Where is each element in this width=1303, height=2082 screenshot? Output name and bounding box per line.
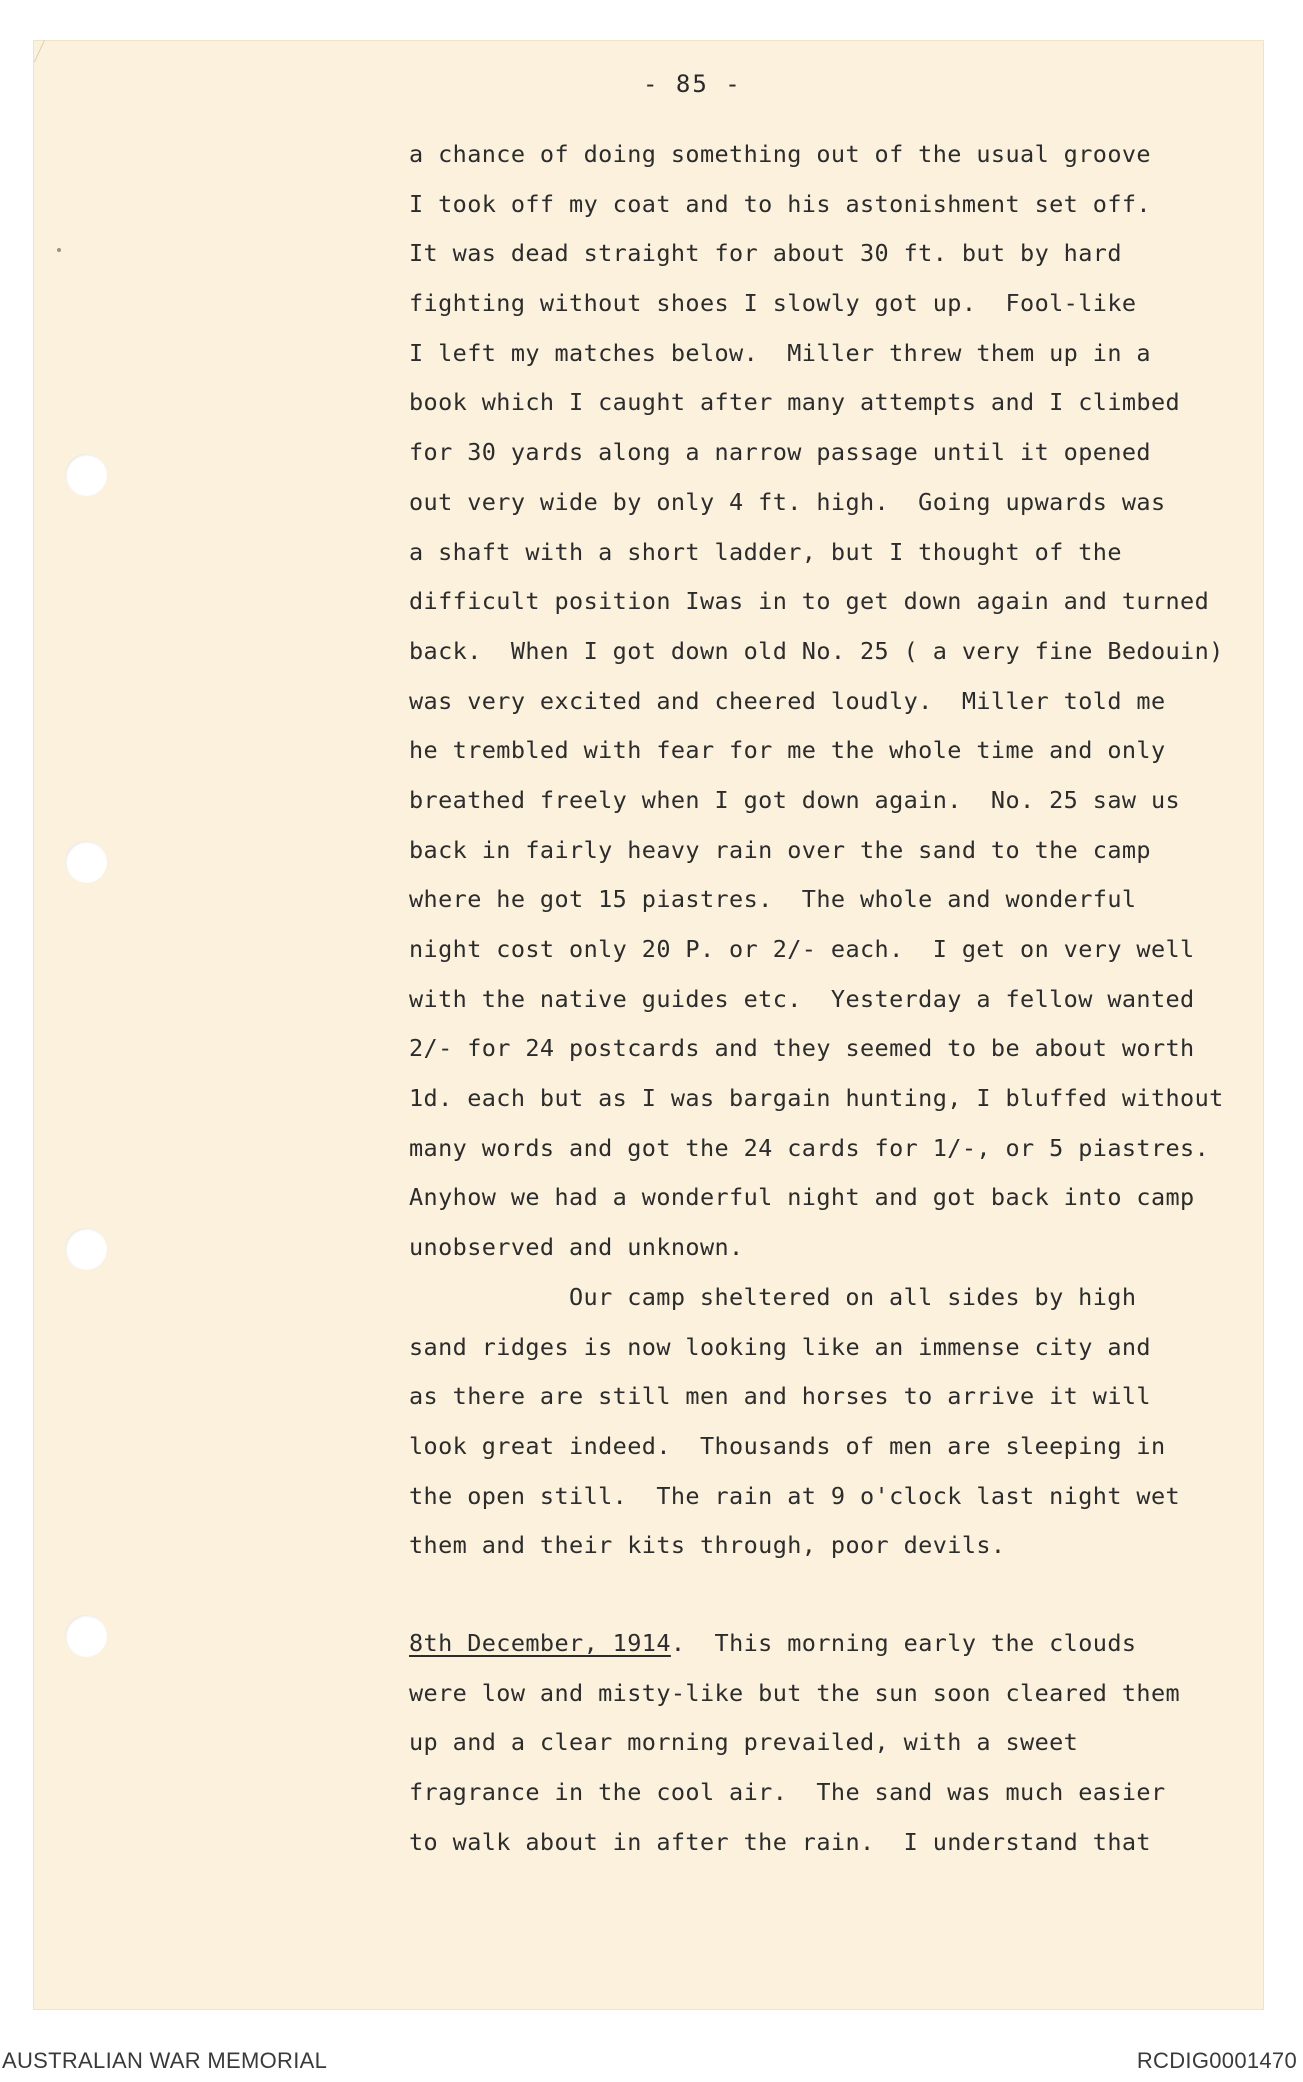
- corner-fold-mark: [34, 40, 59, 62]
- punch-hole: [65, 841, 107, 883]
- typed-text-body: [409, 130, 1264, 1867]
- document-page: [33, 40, 1264, 2010]
- text-line: book which I caught after many attempts and I climbed: [409, 388, 1181, 417]
- text-line: them and their kits through, poor devils.: [409, 1531, 1006, 1560]
- archive-credit: AUSTRALIAN WAR MEMORIAL: [2, 2048, 328, 2073]
- text-line: Anyhow we had a wonderful night and got back into camp: [409, 1183, 1195, 1212]
- paper-speck: [57, 248, 61, 252]
- text-line: out very wide by only 4 ft. high. Going upwards was: [409, 487, 1166, 516]
- text-line: to walk about in after the rain. I understand that: [409, 1827, 1151, 1856]
- text-line: the open still. The rain at 9 o'clock last night wet: [409, 1481, 1181, 1510]
- text-line: difficult position Iwas in to get down again and turned: [409, 587, 1210, 616]
- text-line: unobserved and unknown.: [409, 1233, 744, 1262]
- page-number: - 85 -: [643, 70, 742, 98]
- text-line: many words and got the 24 cards for 1/-, or 5 piastres.: [409, 1133, 1210, 1162]
- entry-first-line: [409, 1619, 1264, 1669]
- text-line: I took off my coat and to his astonishment set off.: [409, 189, 1151, 218]
- text-line: where he got 15 piastres. The whole and wonderful: [409, 885, 1137, 914]
- text-span: . This morning early the clouds: [670, 1628, 1137, 1657]
- punch-hole: [65, 454, 107, 496]
- text-line: was very excited and cheered loudly. Miller told me: [409, 686, 1166, 715]
- text-line: sand ridges is now looking like an immense city and: [409, 1332, 1151, 1361]
- text-line: back. When I got down old No. 25 ( a very fine Bedouin): [409, 636, 1224, 665]
- paragraph-2: [409, 1273, 1264, 1571]
- text-line: up and a clear morning prevailed, with a sweet: [409, 1728, 1079, 1757]
- text-line: breathed freely when I got down again. No. 25 saw us: [409, 785, 1181, 814]
- paragraph-gap: [409, 1571, 1264, 1619]
- text-line: Our camp sheltered on all sides by high: [569, 1282, 1137, 1311]
- paragraph-1: [409, 130, 1264, 1273]
- text-line: night cost only 20 P. or 2/- each. I get on very well: [409, 935, 1195, 963]
- text-line: It was dead straight for about 30 ft. but by hard: [409, 239, 1122, 268]
- text-line: look great indeed. Thousands of men are sleeping in: [409, 1431, 1166, 1460]
- text-line: back in fairly heavy rain over the sand to the camp: [409, 835, 1151, 864]
- text-line: as there are still men and horses to arrive it will: [409, 1382, 1151, 1411]
- text-line: I left my matches below. Miller threw them up in a: [409, 338, 1151, 367]
- archive-id: RCDIG0001470: [1136, 2048, 1297, 2073]
- punch-hole: [65, 1615, 107, 1657]
- entry-date: 8th December, 1914: [409, 1628, 671, 1657]
- text-line: fighting without shoes I slowly got up. Fool-like: [409, 289, 1137, 318]
- text-line: 2/- for 24 postcards and they seemed to be about worth: [409, 1034, 1195, 1063]
- text-line: fragrance in the cool air. The sand was much easier: [409, 1778, 1166, 1806]
- diary-entry-8-december-1914: [409, 1619, 1264, 1867]
- text-line: a shaft with a short ladder, but I thought of the: [409, 537, 1122, 566]
- punch-hole: [65, 1228, 107, 1270]
- text-line: with the native guides etc. Yesterday a fellow wanted: [409, 984, 1195, 1013]
- text-line: 1d. each but as I was bargain hunting, I bluffed without: [409, 1084, 1224, 1113]
- text-line: for 30 yards along a narrow passage until it opened: [409, 438, 1151, 467]
- text-line: a chance of doing something out of the usual groove: [409, 140, 1151, 168]
- text-line: he trembled with fear for me the whole time and only: [409, 736, 1166, 765]
- text-line: were low and misty-like but the sun soon cleared them: [409, 1678, 1181, 1707]
